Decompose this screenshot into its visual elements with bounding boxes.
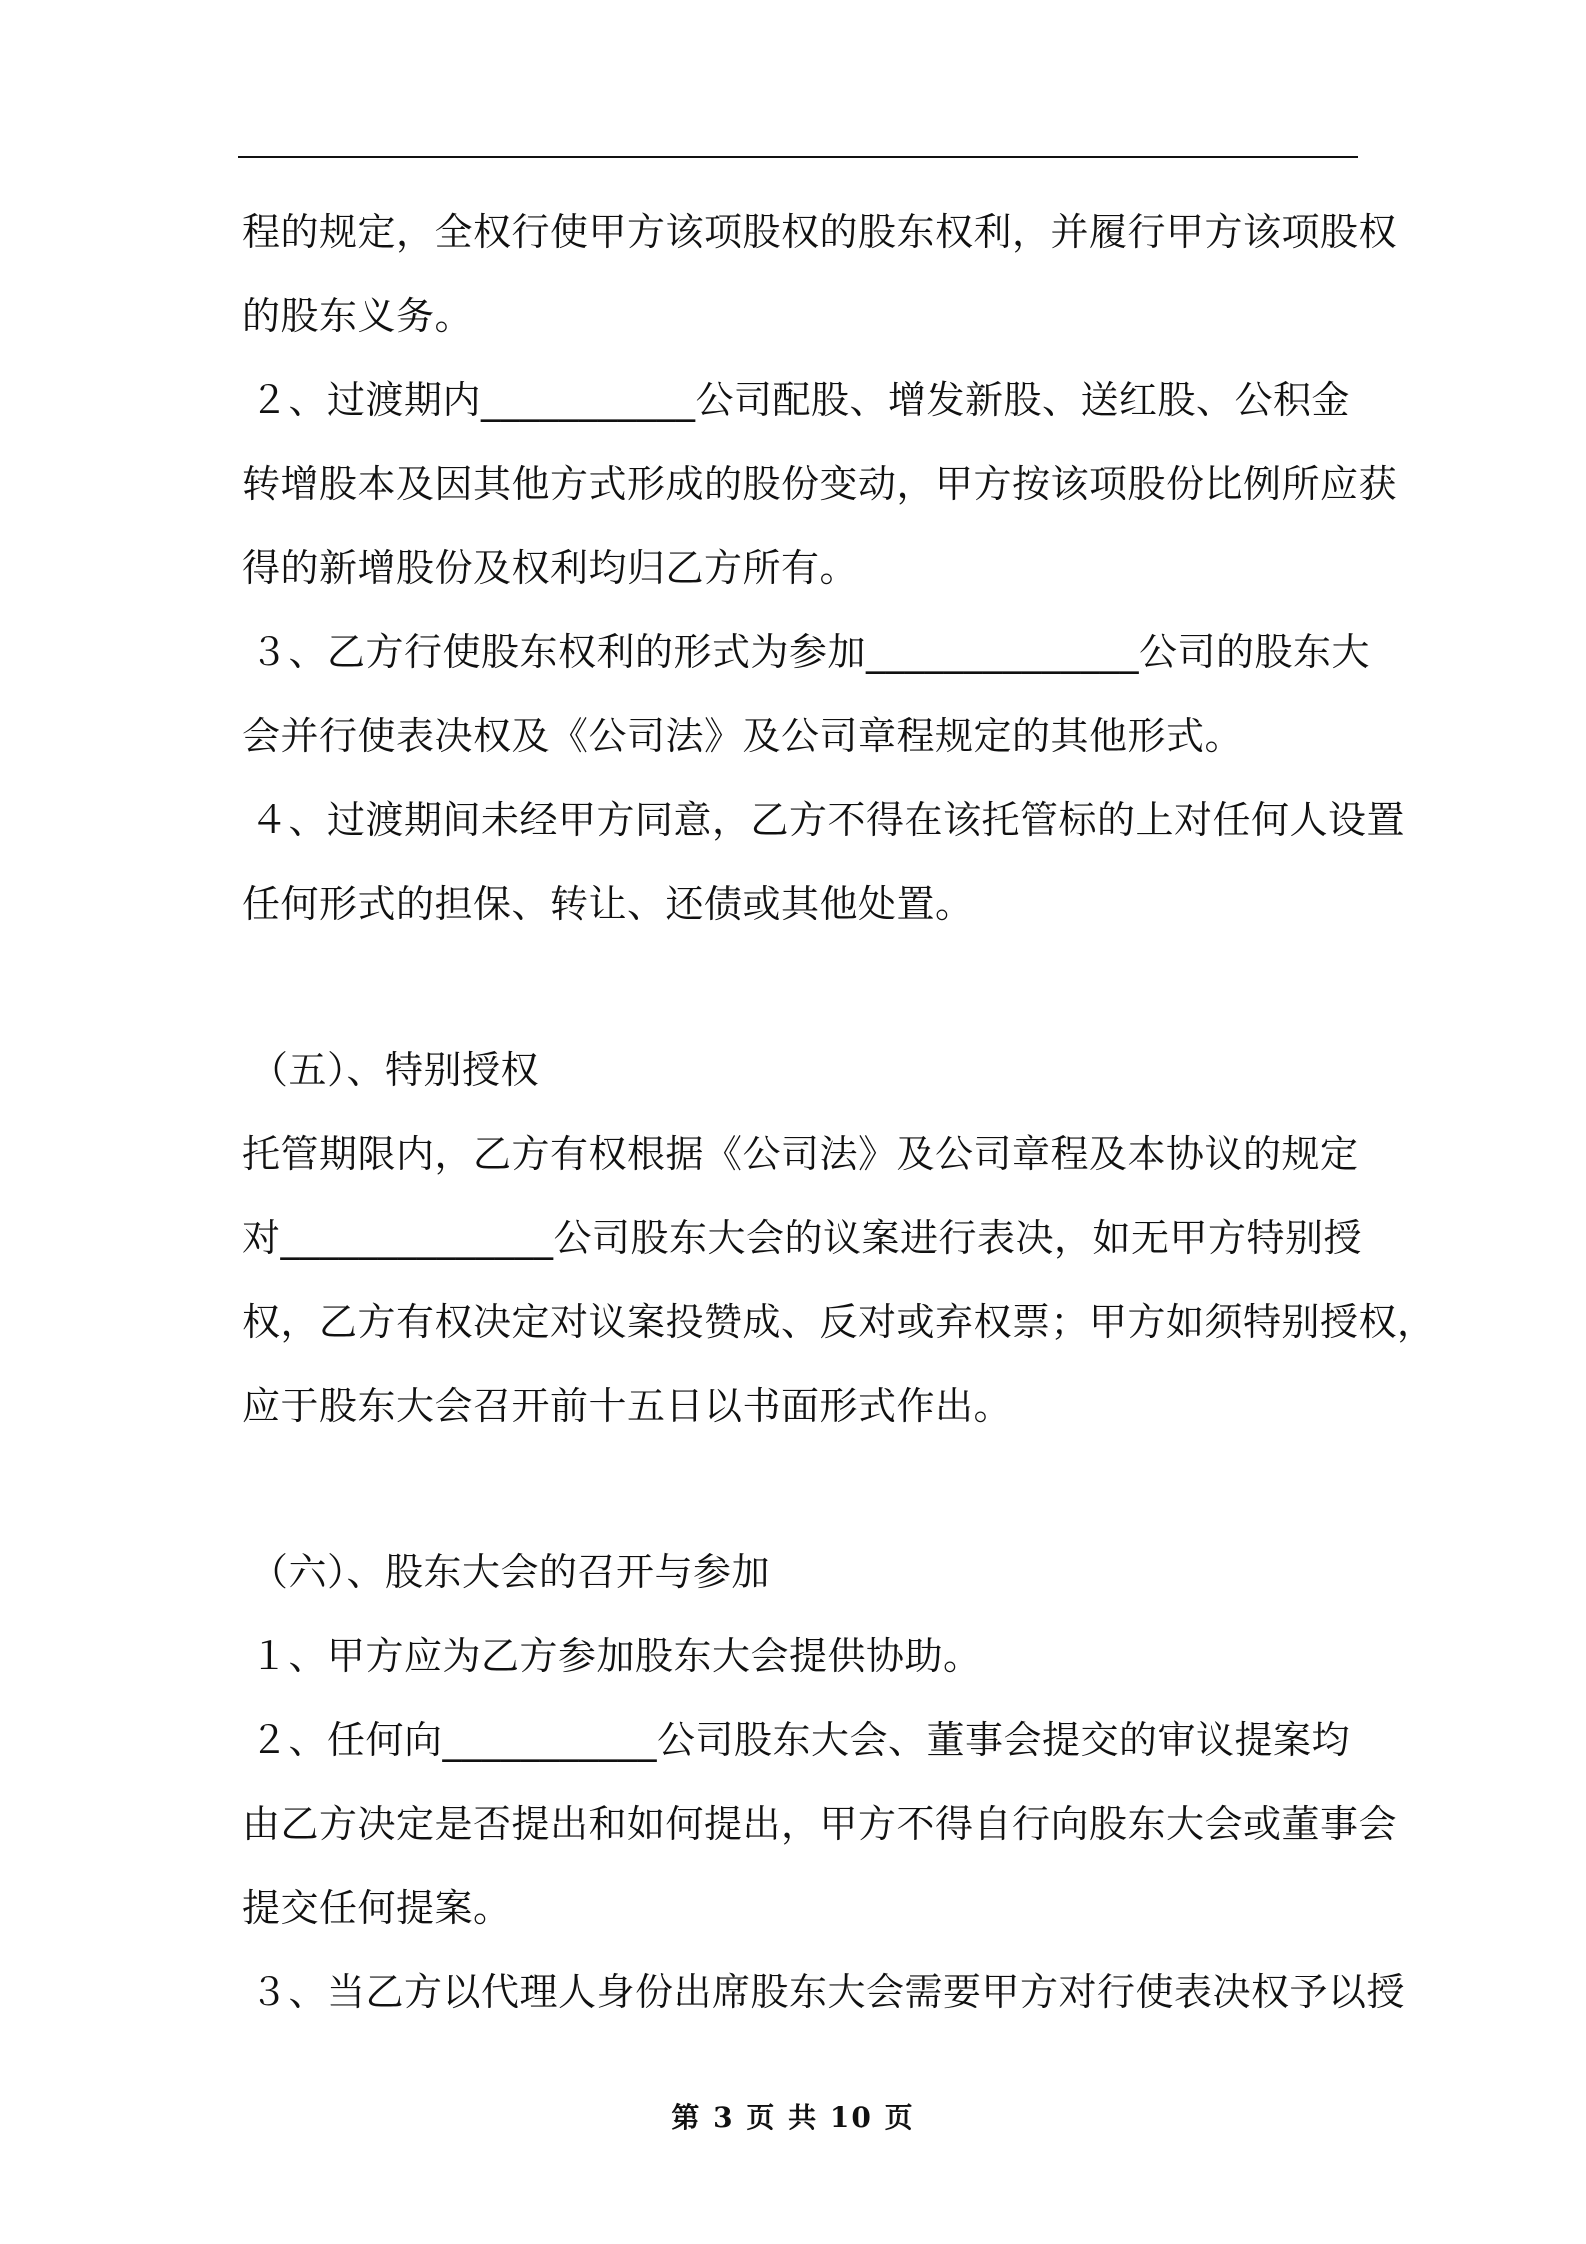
clause-2: ２、过渡期内___________公司配股、增发新股、送红股、公积金 [250,378,1351,422]
clause-2: ２、任何向___________公司股东大会、董事会提交的审议提案均 [250,1718,1351,1762]
clause-1: １、甲方应为乙方参加股东大会提供协助。 [250,1634,982,1678]
body-line: 提交任何提案。 [242,1886,512,1930]
body-line: 由乙方决定是否提出和如何提出，甲方不得自行向股东大会或董事会 [242,1802,1398,1846]
body-line: 托管期限内，乙方有权根据《公司法》及公司章程及本协议的规定 [242,1132,1359,1176]
section-heading-5: （五）、特别授权 [250,1048,540,1092]
clause-4: ４、过渡期间未经甲方同意，乙方不得在该托管标的上对任何人设置 [250,798,1406,842]
body-line: 的股东义务。 [242,294,474,338]
body-line: 得的新增股份及权利均归乙方所有。 [242,546,859,590]
clause-3: ３、当乙方以代理人身份出席股东大会需要甲方对行使表决权予以授 [250,1970,1406,2014]
section-gap [242,1448,1362,1530]
body-line: 任何形式的担保、转让、还债或其他处置。 [242,882,974,926]
body-line: 应于股东大会召开前十五日以书面形式作出。 [242,1384,1013,1428]
header-rule [238,156,1358,158]
section-gap [242,946,1362,1028]
document-body [242,190,1436,2034]
clause-3: ３、乙方行使股东权利的形式为参加______________公司的股东大 [250,630,1371,674]
body-line: 会并行使表决权及《公司法》及公司章程规定的其他形式。 [242,714,1244,758]
section-heading-6: （六）、股东大会的召开与参加 [250,1550,771,1594]
body-line: 对______________公司股东大会的议案进行表决，如无甲方特别授 [242,1216,1363,1260]
page-number: 第 3 页 共 10 页 [671,2101,915,2134]
body-line: 转增股本及因其他方式形成的股份变动，甲方按该项股份比例所应获 [242,462,1398,506]
body-line: 权，乙方有权决定对议案投赞成、反对或弃权票；甲方如须特别授权， [242,1300,1436,1344]
body-line: 程的规定，全权行使甲方该项股权的股东权利，并履行甲方该项股权 [242,210,1398,254]
